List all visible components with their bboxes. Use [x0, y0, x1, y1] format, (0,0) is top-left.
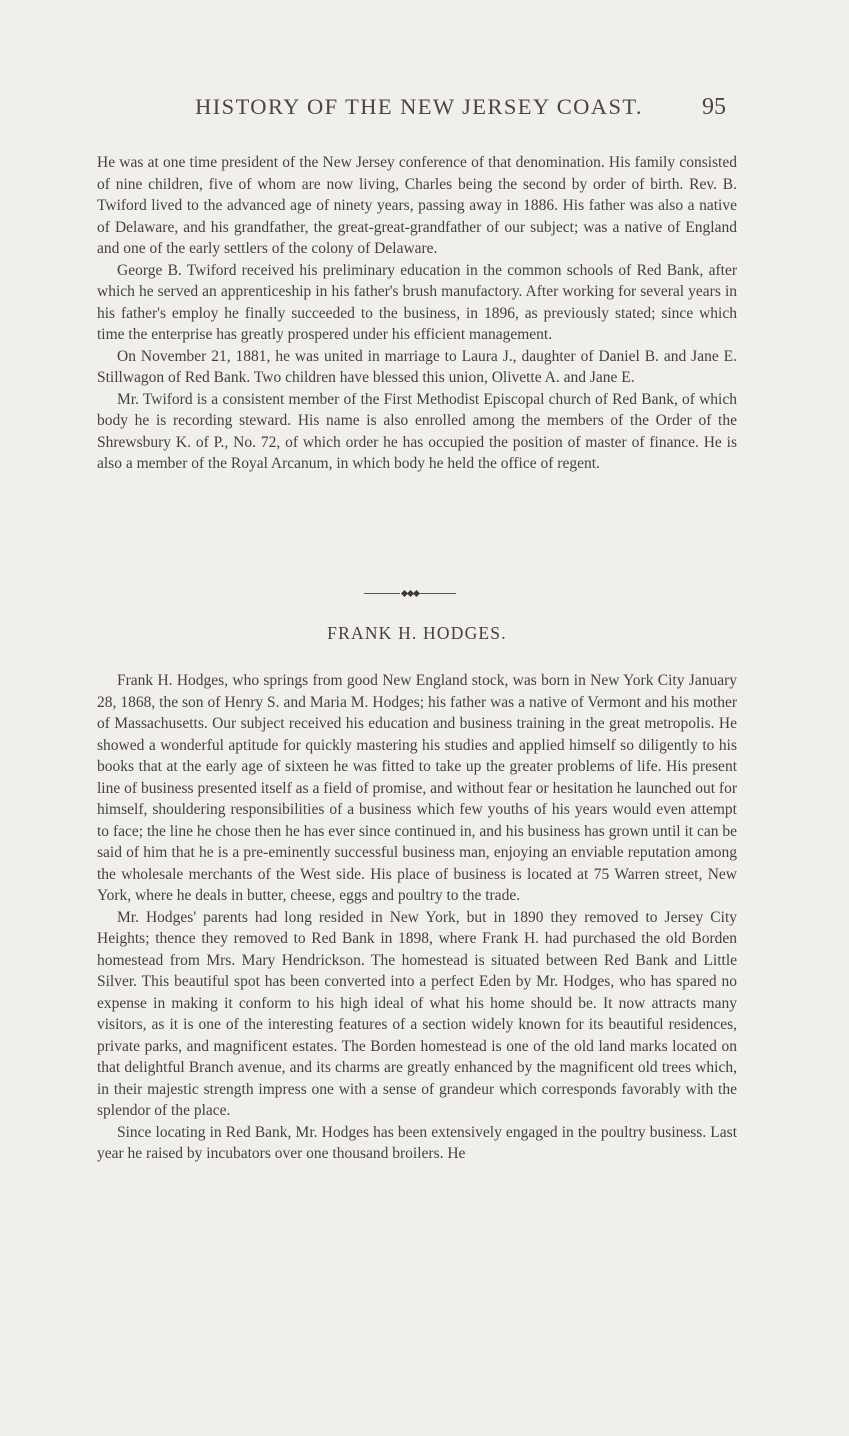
paragraph: Since locating in Red Bank, Mr. Hodges has been extensively engaged in the poultry business. Last year he raised by incubators over one thousand broilers. He — [97, 1123, 737, 1162]
divider-rule-left — [364, 593, 400, 594]
paragraph: George B. Twiford received his preliminary education in the common schools of Red Bank, after which he served an apprenticeship in his father's brush manufactory. After working for several years in his father's employ he finally succeeded to the business, in 1896, as previously stated; since which time the enterprise has greatly prospered under his efficient management. — [97, 261, 737, 343]
hodges-biography — [97, 670, 737, 1165]
running-title: HISTORY OF THE NEW JERSEY COAST. — [195, 94, 643, 119]
paragraph: Frank H. Hodges, who springs from good New England stock, was born in New York City January 28, 1868, the son of Henry S. and Maria M. Hodges; his father was a native of Vermont and his mother of Massachusetts. Our subject received his education and business training in the great metropolis. He showed a wonderful aptitude for quickly mastering his studies and applied himself so diligently to his books that at the early age of sixteen he was fitted to take up the greater problems of life. His present line of business presented itself as a field of promise, and without fear or hesitation he launched out for himself, shouldering responsibilities of a business which few youths of his years would even attempt to face; the line he chose then he has ever since continued in, and his business has grown until it can be said of him that he is a pre-eminently successful business man, enjoying an enviable reputation among the wholesale merchants of the West side. His place of business is located at 75 Warren street, New York, where he deals in butter, cheese, eggs and poultry to the trade. — [97, 672, 737, 904]
paragraph: On November 21, 1881, he was united in marriage to Laura J., daughter of Daniel B. and Jane E. Stillwagon of Red Bank. Two children have blessed this union, Olivette A. and Jane E. — [97, 347, 737, 386]
paragraph: He was at one time president of the New Jersey conference of that denomination. His family consisted of nine children, five of whom are now living, Charles being the second by order of birth. Rev. B. Twiford lived to the advanced age of ninety years, passing away in 1886. His father was also a native of Delaware, and his grandfather, the great-great-grandfather of our subject; was a native of England and one of the early settlers of the colony of Delaware. — [97, 154, 737, 257]
ornamental-divider — [364, 589, 456, 599]
twiford-biography-continued — [97, 152, 737, 475]
page-number: 95 — [702, 94, 726, 120]
section-heading: FRANK H. HODGES. — [327, 623, 507, 643]
diamond-ornament-icon — [413, 589, 420, 596]
paragraph: Mr. Hodges' parents had long resided in New York, but in 1890 they removed to Jersey City Heights; thence they removed to Red Bank in 1898, where Frank H. had purchased the old Borden homestead from Mrs. Mary Hendrickson. The homestead is situated between Red Bank and Little Silver. This beautiful spot has been converted into a perfect Eden by Mr. Hodges, who has spared no expense in making it conform to his high ideal of what his home should be. It now attracts many visitors, as it is one of the interesting features of a section widely known for its beautiful residences, private parks, and magnificent estates. The Borden homestead is one of the old land marks located on that delightful Branch avenue, and its charms are greatly enhanced by the magnificent old trees which, in their majestic strength impress one with a sense of grandeur which corresponds favorably with the splendor of the place. — [97, 908, 737, 1119]
running-head — [118, 92, 726, 124]
paragraph: Mr. Twiford is a consistent member of the First Methodist Episcopal church of Red Bank, of which body he is recording steward. His name is also enrolled among the members of the Order of the Shrewsbury K. of P., No. 72, of which order he has occupied the position of master of finance. He is also a member of the Royal Arcanum, in which body he held the office of regent. — [97, 390, 737, 472]
divider-rule-right — [420, 593, 456, 594]
